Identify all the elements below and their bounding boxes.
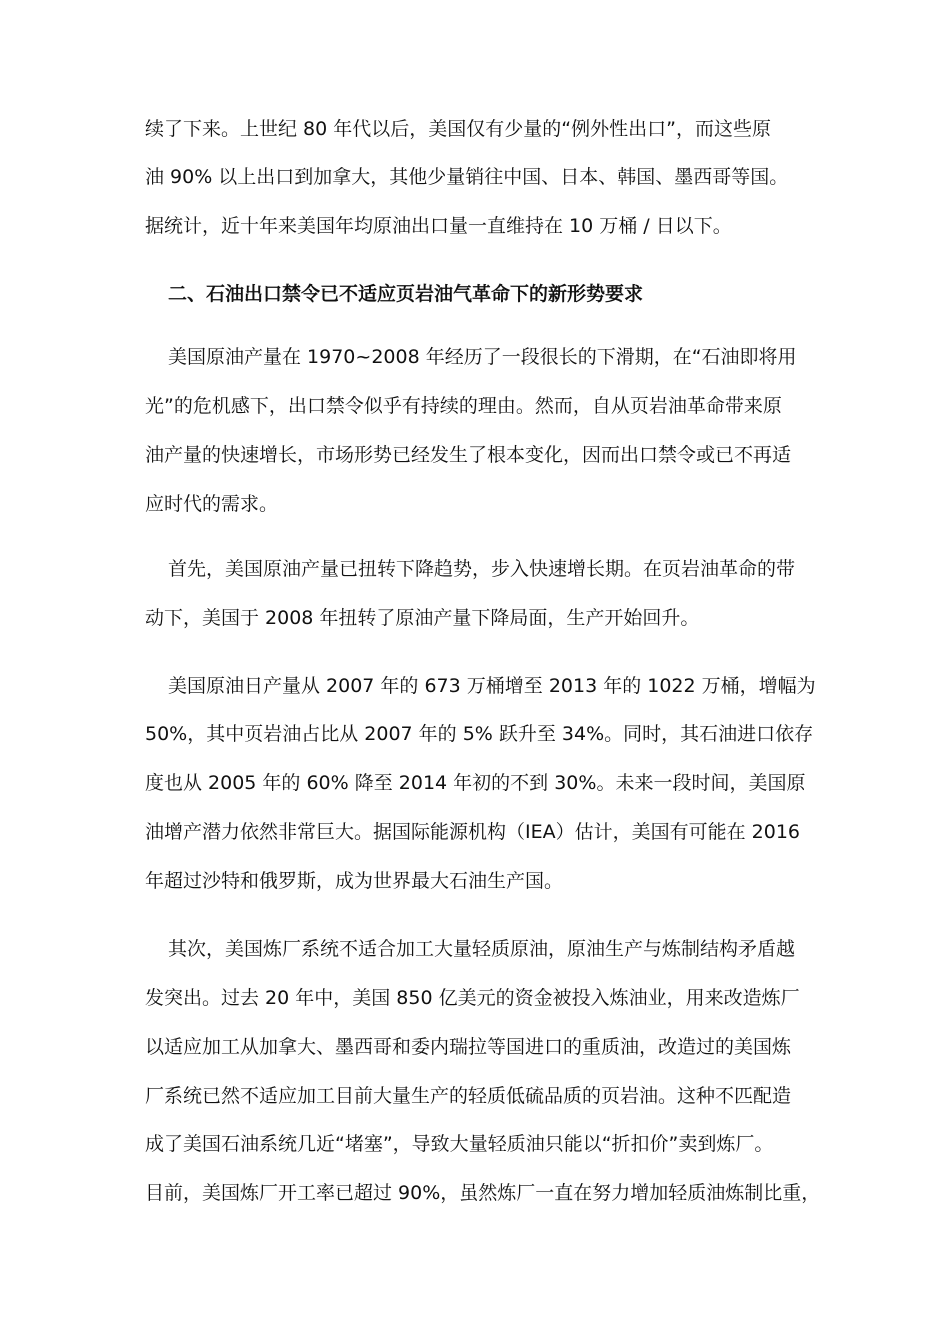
text-line: 度也从 2005 年的 60% 降至 2014 年初的不到 30%。未来一段时间，美国原 bbox=[145, 772, 806, 794]
text-line: 动下，美国于 2008 年扭转了原油产量下降局面，生产开始回升。 bbox=[145, 607, 700, 629]
text-line: 油增产潜力依然非常巨大。据国际能源机构（IEA）估计，美国有可能在 2016 bbox=[145, 821, 801, 843]
text-line: 应时代的需求。 bbox=[145, 493, 279, 515]
text-line: 美国原油产量在 1970~2008 年经历了一段很长的下滑期，在“石油即将用 bbox=[168, 346, 797, 368]
text-line: 光”的危机感下，出口禁令似乎有持续的理由。然而，自从页岩油革命带来原 bbox=[145, 395, 782, 417]
text-line: 首先，美国原油产量已扭转下降趋势，步入快速增长期。在页岩油革命的带 bbox=[168, 558, 796, 580]
text-line: 目前，美国炼厂开工率已超过 90%，虽然炼厂一直在努力增加轻质油炼制比重， bbox=[145, 1182, 821, 1204]
text-line: 续了下来。上世纪 80 年代以后，美国仅有少量的“例外性出口”，而这些原 bbox=[145, 118, 771, 140]
text-line: 以适应加工从加拿大、墨西哥和委内瑞拉等国进口的重质油，改造过的美国炼 bbox=[145, 1036, 792, 1058]
text-line: 成了美国石油系统几近“堵塞”，导致大量轻质油只能以“折扣价”卖到炼厂。 bbox=[145, 1133, 774, 1155]
text-line: 50%，其中页岩油占比从 2007 年的 5% 跃升至 34%。同时，其石油进口依存 bbox=[145, 723, 814, 745]
text-line: 油 90% 以上出口到加拿大，其他少量销往中国、日本、韩国、墨西哥等国。 bbox=[145, 166, 789, 188]
text-line: 其次，美国炼厂系统不适合加工大量轻质原油，原油生产与炼制结构矛盾越 bbox=[168, 938, 796, 960]
text-line: 油产量的快速增长，市场形势已经发生了根本变化，因而出口禁令或已不再适 bbox=[145, 444, 792, 466]
text-line: 据统计，近十年来美国年均原油出口量一直维持在 10 万桶 / 日以下。 bbox=[145, 215, 732, 237]
text-line: 美国原油日产量从 2007 年的 673 万桶增至 2013 年的 1022 万桶，增幅为 bbox=[168, 675, 816, 697]
text-line: 厂系统已然不适应加工目前大量生产的轻质低硫品质的页岩油。这种不匹配造 bbox=[145, 1085, 792, 1107]
text-line: 发突出。过去 20 年中，美国 850 亿美元的资金被投入炼油业，用来改造炼厂 bbox=[145, 987, 800, 1009]
section-heading: 二、石油出口禁令已不适应页岩油气革命下的新形势要求 bbox=[168, 283, 644, 305]
text-line: 年超过沙特和俄罗斯，成为世界最大石油生产国。 bbox=[145, 870, 564, 892]
